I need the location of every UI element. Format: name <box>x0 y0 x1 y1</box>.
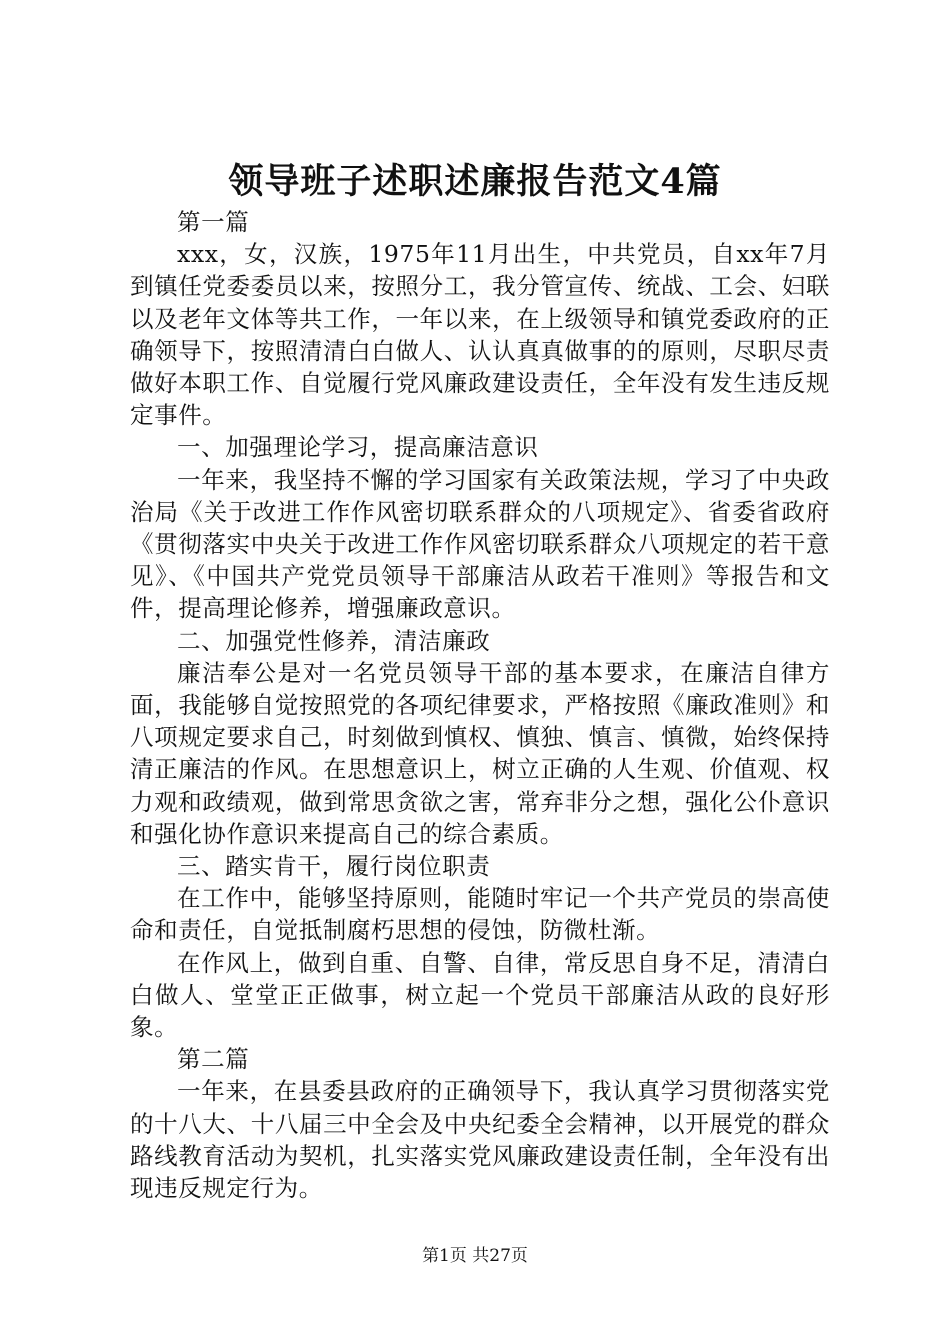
body-paragraph: xxx，女，汉族，1975年11月出生，中共党员，自xx年7月到镇任党委委员以来，按照分工，我分管宣传、统战、工会、妇联以及老年文体等共工作，一年以来，在上级领导和镇党委政府的正确领导下，按照清清白白做人、认认真真做事的的原则，尽职尽责做好本职工作、自觉履行党风廉政建设责任，全年没有发生违反规定事件。 <box>130 240 830 430</box>
section-heading: 二、加强党性修养，清洁廉政 <box>177 626 491 655</box>
section-heading: 一、加强理论学习，提高廉洁意识 <box>177 433 539 462</box>
body-paragraph: 一年来，在县委县政府的正确领导下，我认真学习贯彻落实党的十八大、十八届三中全会及中央纪委全会精神，以开展党的群众路线教育活动为契机，扎实落实党风廉政建设责任制，全年没有出现违反规定行为。 <box>130 1077 830 1203</box>
body-paragraph: 一年来，我坚持不懈的学习国家有关政策法规，学习了中央政治局《关于改进工作作风密切联系群众的八项规定》、省委省政府《贯彻落实中央关于改进工作作风密切联系群众八项规定的若干意见》、《中国共产党党员领导干部廉洁从政若干准则》等报告和文件，提高理论修养，增强廉政意识。 <box>130 465 830 623</box>
page-footer: 第1页 共27页 <box>422 1246 528 1266</box>
body-paragraph: 在作风上，做到自重、自警、自律，常反思自身不足，清清白白做人、堂堂正正做事，树立起一个党员干部廉洁从政的良好形象。 <box>130 948 830 1042</box>
document-body <box>130 206 830 1204</box>
section-heading: 三、踏实肯干，履行岗位职责 <box>177 852 491 881</box>
body-paragraph: 廉洁奉公是对一名党员领导干部的基本要求，在廉洁自律方面，我能够自觉按照党的各项纪律要求，严格按照《廉政准则》和八项规定要求自己，时刻做到慎权、慎独、慎言、慎微，始终保持清正廉洁的作风。在思想意识上，树立正确的人生观、价值观、权力观和政绩观，做到常思贪欲之害，常弃非分之想，强化公仆意识和强化协作意识来提高自己的综合素质。 <box>130 658 830 848</box>
document-title: 领导班子述职述廉报告范文4篇 <box>228 161 722 202</box>
section-heading-part-two: 第二篇 <box>177 1045 250 1074</box>
section-heading-part-one: 第一篇 <box>177 208 250 236</box>
body-paragraph: 在工作中，能够坚持原则，能随时牢记一个共产党员的崇高使命和责任，自觉抵制腐朽思想的侵蚀，防微杜渐。 <box>130 884 830 945</box>
